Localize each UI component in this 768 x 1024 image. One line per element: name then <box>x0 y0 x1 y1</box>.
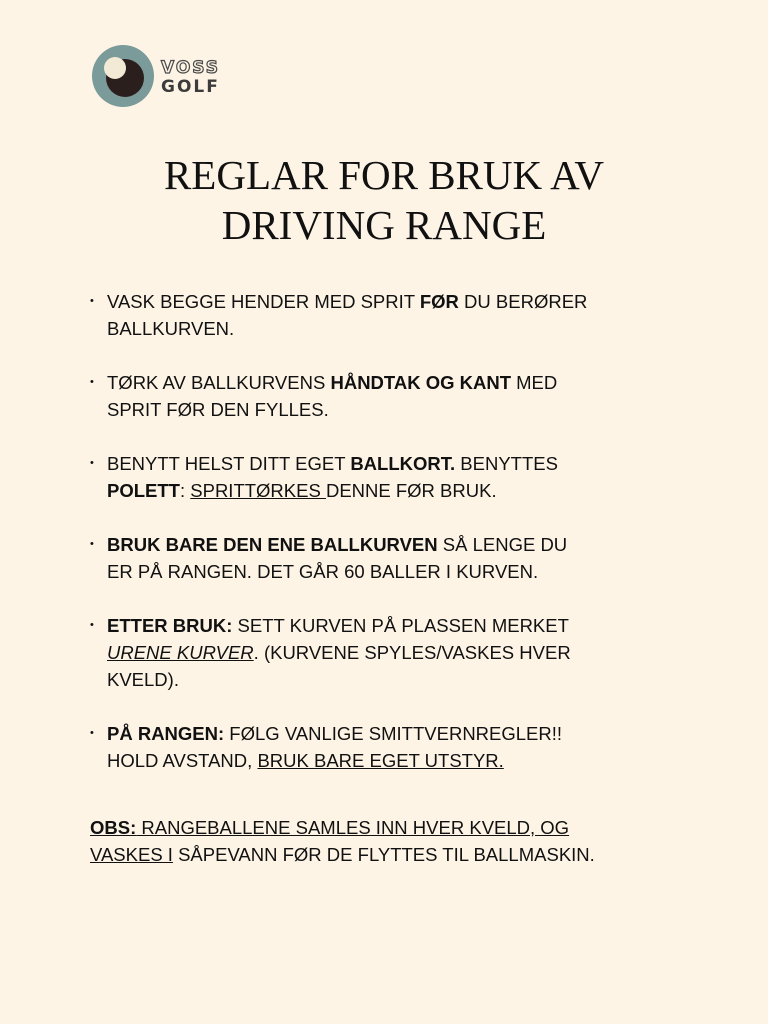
title-line-2: DRIVING RANGE <box>221 202 547 248</box>
rule-item-2 <box>90 369 700 423</box>
logo-text-voss: VOSS <box>161 58 221 78</box>
title-line-1: REGLAR FOR BRUK AV <box>163 152 605 198</box>
rule-2-line-2: SPRIT FØR DEN FYLLES. <box>107 399 329 420</box>
obs-label: OBS: <box>90 817 137 838</box>
rule-4-line-2: ER PÅ RANGEN. DET GÅR 60 BALLER I KURVEN. <box>107 561 539 582</box>
voss-golf-logo <box>91 44 251 110</box>
rule-item-5 <box>90 612 700 693</box>
page-title <box>0 150 768 250</box>
bullet-icon: • <box>90 538 94 550</box>
rule-3-line-2-rest: DENNE FØR BRUK. <box>325 480 497 501</box>
rule-6-emphasis: PÅ RANGEN: <box>107 723 225 744</box>
bullet-icon: • <box>90 295 94 307</box>
rule-4-emphasis: BRUK BARE DEN ENE BALLKURVEN <box>107 534 438 555</box>
bullet-icon: • <box>90 376 94 388</box>
rule-1-text: VASK BEGGE HENDER MED SPRIT <box>107 291 420 312</box>
bullet-icon: • <box>90 619 94 631</box>
rule-item-4 <box>90 531 700 585</box>
rule-1-emphasis: FØR <box>419 291 459 312</box>
rule-2-text-rest: MED <box>511 372 558 393</box>
rule-6-underlined: BRUK BARE EGET UTSTYR. <box>257 750 504 771</box>
rule-1-text-rest: DU BERØRER <box>458 291 588 312</box>
rule-5-emphasis: ETTER BRUK: <box>107 615 233 636</box>
rule-3-text: BENYTT HELST DITT EGET <box>107 453 351 474</box>
logo-text-golf: GOLF <box>161 77 220 97</box>
bullet-icon: • <box>90 457 94 469</box>
rule-6-text-rest: FØLG VANLIGE SMITTVERNREGLER!! <box>224 723 563 744</box>
rule-4-text-rest: SÅ LENGE DU <box>437 534 568 555</box>
rule-3-colon: : <box>179 480 191 501</box>
rule-2-text: TØRK AV BALLKURVENS <box>107 372 331 393</box>
rule-5-urene-kurver: URENE KURVER <box>107 642 254 663</box>
rule-3-text-rest: BENYTTES <box>455 453 558 474</box>
rule-5-line-2-rest: . (KURVENE SPYLES/VASKES HVER <box>253 642 571 663</box>
rule-5-text-rest: SETT KURVEN PÅ PLASSEN MERKET <box>232 615 569 636</box>
obs-line-2-underlined: VASKES I <box>90 844 173 865</box>
rules-list <box>90 288 700 801</box>
rule-3-underlined: SPRITTØRKES <box>190 480 326 501</box>
obs-line-1: RANGEBALLENE SAMLES INN HVER KVELD, OG <box>136 817 570 838</box>
rule-item-1 <box>90 288 700 342</box>
obs-note <box>90 814 700 868</box>
rule-3-polett: POLETT <box>107 480 180 501</box>
rule-item-6 <box>90 720 700 774</box>
obs-line-2-rest: SÅPEVANN FØR DE FLYTTES TIL BALLMASKIN. <box>172 844 595 865</box>
rule-3-emphasis: BALLKORT. <box>350 453 456 474</box>
rule-5-line-3: KVELD). <box>107 669 179 690</box>
golf-ball-logo-icon <box>91 44 155 108</box>
rule-2-emphasis: HÅNDTAK OG KANT <box>330 372 511 393</box>
rule-1-line-2: BALLKURVEN. <box>107 318 235 339</box>
bullet-icon: • <box>90 727 94 739</box>
rule-item-3 <box>90 450 700 504</box>
rule-6-line-2: HOLD AVSTAND, <box>107 750 258 771</box>
